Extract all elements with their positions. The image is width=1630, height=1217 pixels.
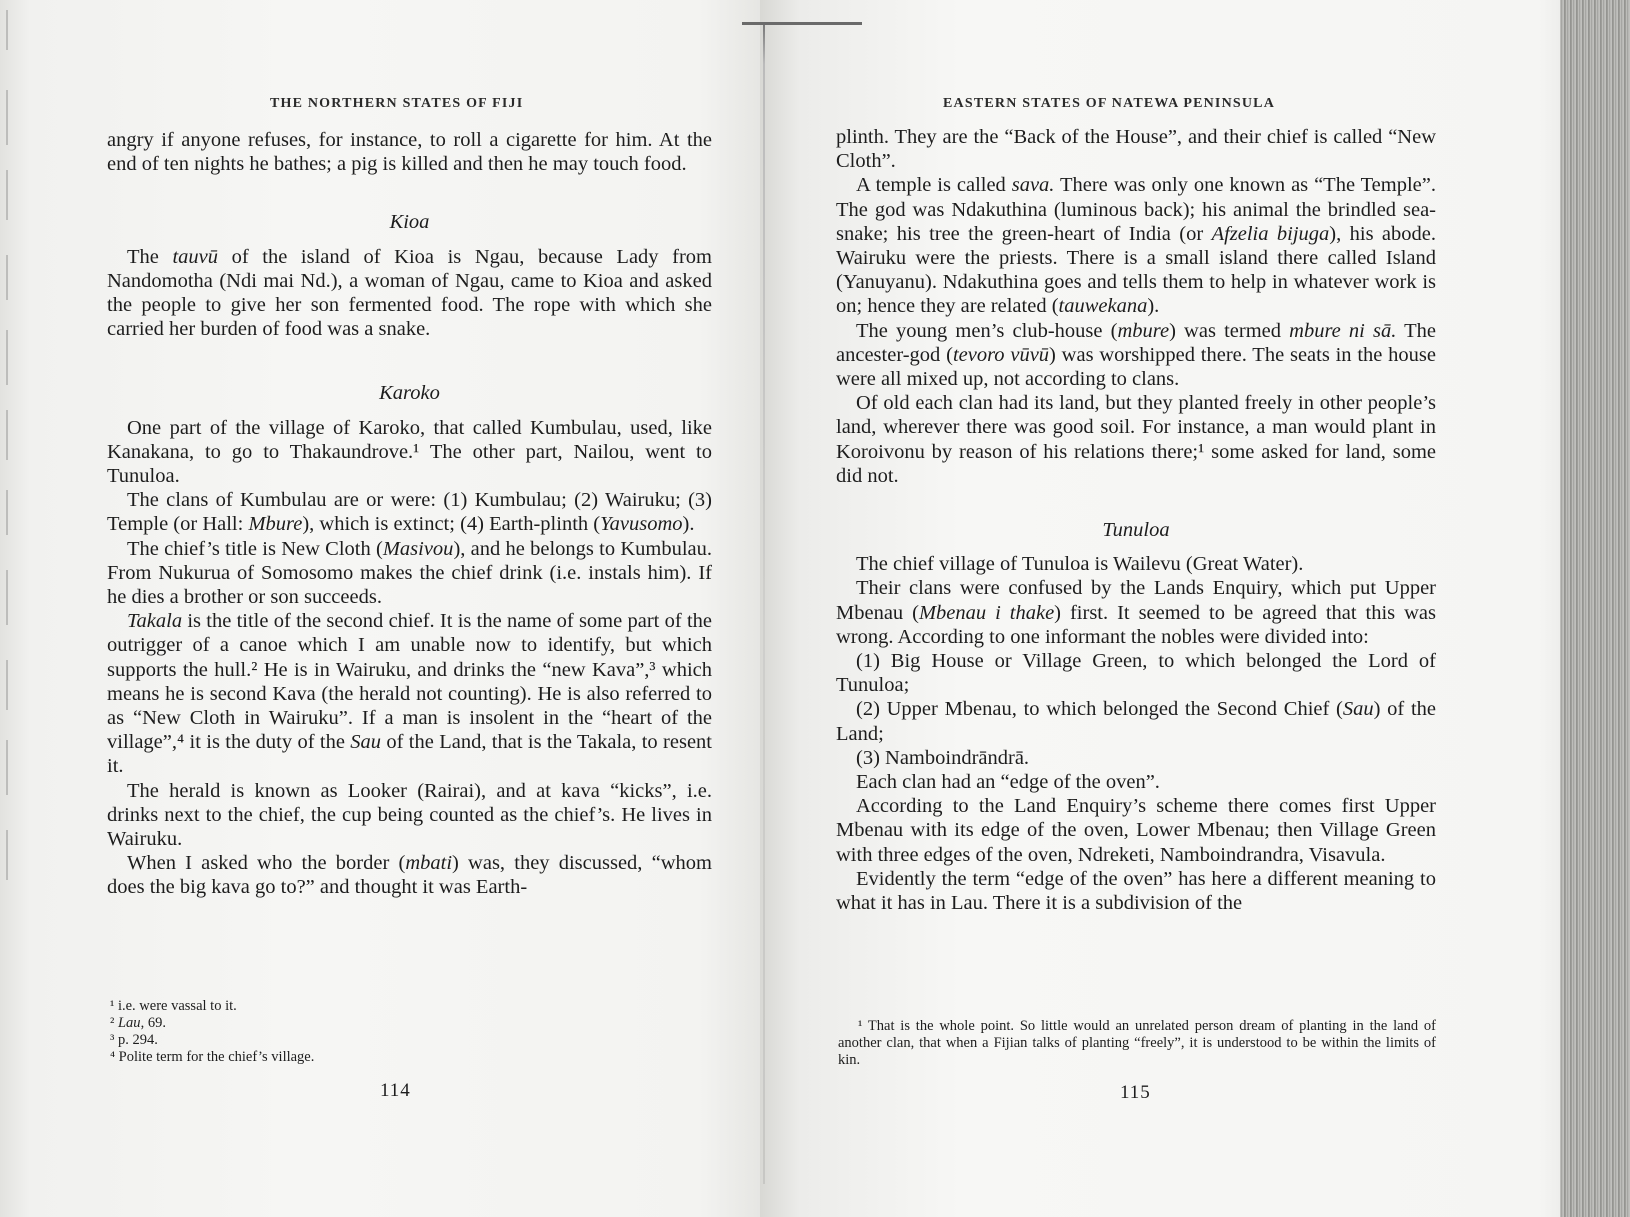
scan-edge-mark — [6, 410, 8, 460]
paragraph: Takala is the title of the second chief. It is the name of some part of the outrigger of a canoe which I am unable now to identify, but which supports the hull.² He is in Wairuku, and drinks the “new Kava”,³ which means he is second Kava (the herald not counting). He is also referred to as “New Cloth in Wairuku”. If a man is insolent in the “heart of the village”,⁴ it is the duty of the Sau of the Land, that is the Takala, to resent it. — [107, 610, 712, 778]
running-head-right: EASTERN STATES OF NATEWA PENINSULA — [943, 96, 1276, 111]
left-text-column — [107, 128, 712, 900]
running-head-left: THE NORTHERN STATES OF FIJI — [270, 96, 524, 111]
paragraph: The chief’s title is New Cloth (Masivou), and he belongs to Kumbulau. From Nukurua of Somosomo makes the chief drink (i.e. instals him). If he dies a brother or son succeeds. — [107, 537, 712, 609]
footnote: ⁴ Polite term for the chief’s village. — [110, 1049, 315, 1065]
paragraph: According to the Land Enquiry’s scheme there comes first Upper Mbenau with its edge of the oven, Lower Mbenau; then Village Green with three edges of the oven, Ndreketi, Namboindrandra, Visavula. — [836, 795, 1436, 866]
paragraph: One part of the village of Karoko, that called Kumbulau, used, like Kanakana, to go to Thakaundrove.¹ The other part, Nailou, went to Tunuloa. — [107, 416, 712, 488]
footnote: ² Lau, 69. — [110, 1015, 166, 1031]
paragraph: (3) Namboindrāndrā. — [856, 746, 1030, 769]
right-footnotes — [838, 1018, 1436, 1069]
gutter — [763, 24, 765, 1184]
footnote: ¹ That is the whole point. So little would an unrelated person dream of planting in the land of another clan, that when a Fijian talks of planting “freely”, it is understood to be within the limits of kin. — [838, 1018, 1436, 1068]
section-title-tunuloa: Tunuloa — [1102, 519, 1170, 542]
scan-edge-mark — [6, 830, 8, 880]
scan-edge-mark — [6, 740, 8, 795]
section-title-karoko: Karoko — [379, 382, 440, 405]
paragraph: The herald is known as Looker (Rairai), and at kava “kicks”, i.e. drinks next to the chief, the cup being counted as the chief’s. He lives in Wairuku. — [107, 779, 712, 851]
footnote: ¹ i.e. were vassal to it. — [110, 998, 237, 1014]
section-title-kioa: Kioa — [389, 211, 430, 234]
left-footnotes — [110, 998, 670, 1066]
scan-edge-mark — [6, 90, 8, 145]
paragraph: (2) Upper Mbenau, to which belonged the Second Chief (Sau) of the Land; — [836, 698, 1436, 745]
paragraph: Of old each clan had its land, but they planted freely in other people’s land, wherever there was good soil. For instance, a man would plant in Koroivonu by reason of his relations there;¹ some asked for land, some did not. — [836, 392, 1436, 487]
paragraph: The clans of Kumbulau are or were: (1) Kumbulau; (2) Wairuku; (3) Temple (or Hall: Mbure), which is extinct; (4) Earth-plinth (Yavusomo). — [107, 489, 712, 536]
scan-edge-mark — [6, 255, 8, 300]
right-text-column — [836, 125, 1436, 915]
page-number-left: 114 — [380, 1080, 411, 1101]
paragraph: plinth. They are the “Back of the House”, and their chief is called “New Cloth”. — [836, 126, 1436, 173]
paragraph: (1) Big House or Village Green, to which belonged the Lord of Tunuloa; — [836, 650, 1436, 697]
scan-edge-mark — [6, 490, 8, 535]
paragraph: When I asked who the border (mbati) was, they discussed, “whom does the big kava go to?” and thought it was Earth- — [107, 852, 712, 899]
paragraph: angry if anyone refuses, for instance, to roll a cigarette for him. At the end of ten nights he bathes; a pig is killed and then he may touch food. — [107, 129, 712, 176]
scan-edge-mark — [6, 570, 8, 625]
paragraph: A temple is called sava. There was only one known as “The Temple”. The god was Ndakuthina (luminous back); his animal the brindled sea-snake; his tree the green-heart of India (or Afzelia bijuga), his abode. Wairuku were the priests. There is a small island there called Island (Yanuyanu). Ndakuthina goes and tells them to help in whatever work is on; hence they are related (tauwekana). — [836, 174, 1436, 318]
footnote: ³ p. 294. — [110, 1032, 158, 1048]
paragraph: The chief village of Tunuloa is Wailevu (Great Water). — [856, 553, 1304, 576]
scan-edge-mark — [6, 170, 8, 220]
page-edges — [1560, 0, 1630, 1217]
page-number-right: 115 — [1120, 1082, 1151, 1103]
paragraph: The young men’s club-house (mbure) was termed mbure ni sā. The ancester-god (tevoro vūvū) was worshipped there. The seats in the house were all mixed up, not according to clans. — [836, 319, 1437, 391]
scan-edge-mark — [6, 10, 8, 50]
paragraph: Each clan had an “edge of the oven”. — [856, 771, 1160, 794]
paragraph: The tauvū of the island of Kioa is Ngau, because Lady from Nandomotha (Ndi mai Nd.), a woman of Ngau, came to Kioa and asked the people to give her son fermented food. The rope with which she carried her burden of food was a snake. — [107, 245, 712, 341]
scan-mark — [742, 22, 862, 25]
paragraph: Evidently the term “edge of the oven” has here a different meaning to what it has in Lau. There it is a subdivision of the — [836, 867, 1436, 915]
scan-edge-mark — [6, 660, 8, 710]
scan-edge-mark — [6, 330, 8, 385]
paragraph: Their clans were confused by the Lands Enquiry, which put Upper Mbenau (Mbenau i thake) first. It seemed to be agreed that this was wrong. According to one informant the nobles were divided into: — [836, 577, 1436, 648]
